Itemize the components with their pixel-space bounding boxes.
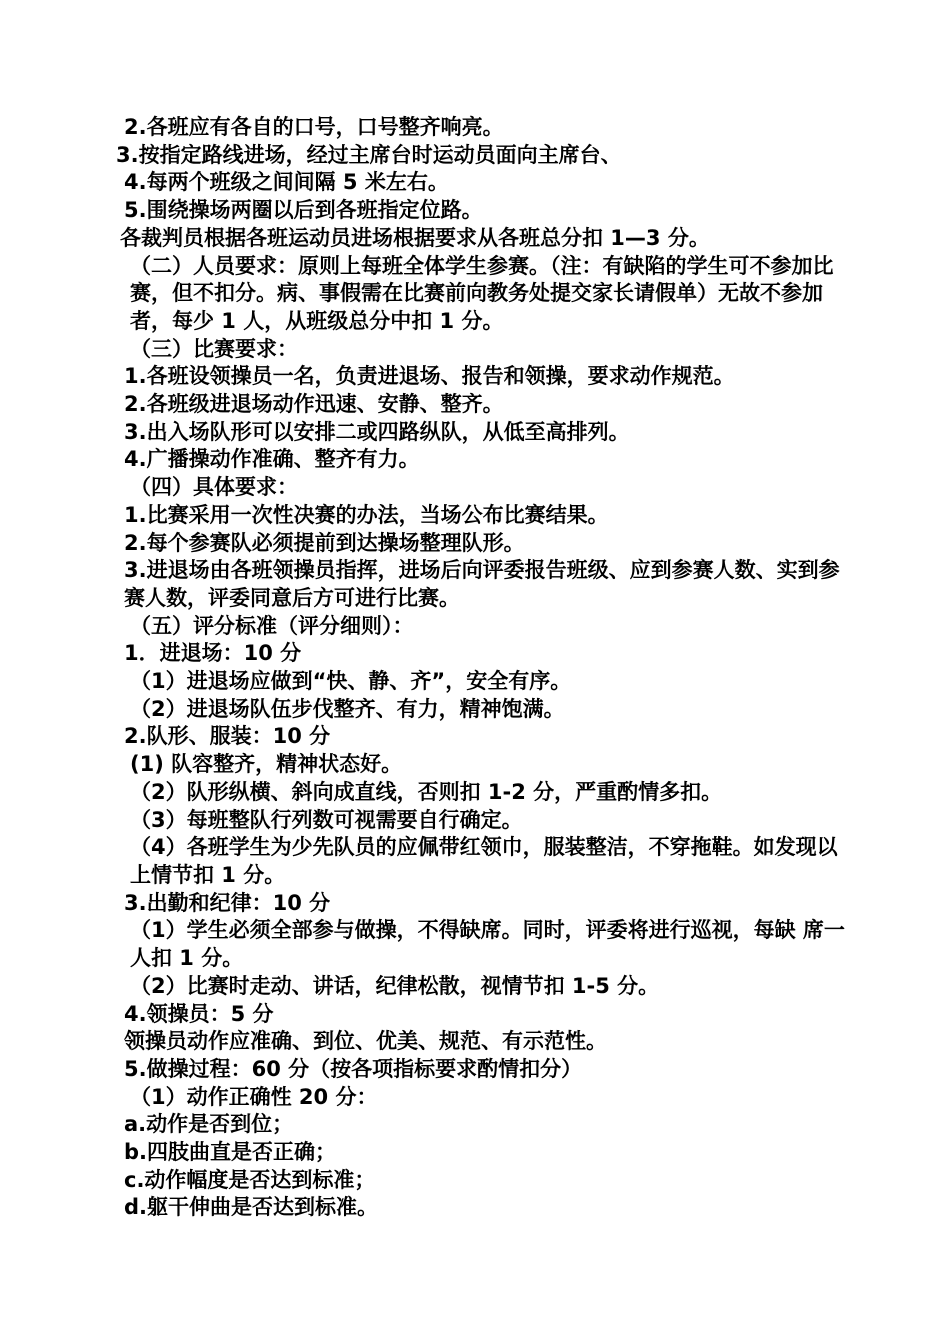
text-paragraph: 3.进退场由各班领操员指挥，进场后向评委报告班级、应到参赛人数、实到参赛人数，评委同意后方可进行比赛。	[124, 558, 840, 610]
text-line: （1）动作正确性 20 分：	[130, 1084, 378, 1109]
text-line: 4.领操员：5 分	[124, 1001, 274, 1026]
text-line: （2）进退场队伍步伐整齐、有力，精神饱满。	[130, 696, 565, 721]
text-line: 1.各班设领操员一名，负责进退场、报告和领操，要求动作规范。	[124, 364, 735, 389]
text-line: 3.出入场队形可以安排二或四路纵队，从低至高排列。	[124, 419, 630, 444]
section-heading: （三）比赛要求：	[130, 336, 298, 361]
text-line: 1.比赛采用一次性决赛的办法，当场公布比赛结果。	[124, 502, 609, 527]
section-heading: （四）具体要求：	[130, 475, 298, 500]
text-line: 3.按指定路线进场，经过主席台时运动员面向主席台、	[116, 142, 622, 167]
text-line: 领操员动作应准确、到位、优美、规范、有示范性。	[124, 1029, 607, 1054]
text-line: （2）队形纵横、斜向成直线，否则扣 1-2 分，严重酌情多扣。	[130, 779, 723, 804]
text-line: （3）每班整队行列数可视需要自行确定。	[130, 807, 523, 832]
text-line: 5.做操过程：60 分（按各项指标要求酌情扣分）	[124, 1056, 583, 1081]
text-line: c.动作幅度是否达到标准；	[124, 1167, 376, 1192]
text-paragraph: （二）人员要求：原则上每班全体学生参赛。（注：有缺陷的学生可不参加比赛，但不扣分。病、事假需在比赛前向教务处提交家长请假单）无故不参加者，每少 1 人，从班级总分中扣 1 分。	[130, 253, 834, 333]
text-line: 4.广播操动作准确、整齐有力。	[124, 447, 420, 472]
text-line: 3.出勤和纪律：10 分	[124, 890, 331, 915]
text-line: 2.队形、服装：10 分	[124, 724, 331, 749]
text-line: 4.每两个班级之间间隔 5 米左右。	[124, 170, 449, 195]
text-paragraph: （1）学生必须全部参与做操，不得缺席。同时，评委将进行巡视，每缺 席一人扣 1 分。	[130, 918, 845, 971]
text-line: 各裁判员根据各班运动员进场根据要求从各班总分扣 1—3 分。	[120, 225, 710, 250]
text-line: a.动作是否到位；	[124, 1112, 294, 1137]
section-heading: （五）评分标准（评分细则）：	[130, 613, 414, 638]
text-line: b.四肢曲直是否正确；	[124, 1140, 337, 1165]
text-line: 1．进退场：10 分	[124, 641, 302, 666]
document-body	[116, 114, 846, 1222]
text-line: 2.各班应有各自的口号，口号整齐响亮。	[124, 115, 504, 139]
text-line: 5.围绕操场两圈以后到各班指定位路。	[124, 198, 483, 223]
text-paragraph: （4）各班学生为少先队员的应佩带红领巾，服装整洁，不穿拖鞋。如发现以上情节扣 1 分。	[130, 835, 838, 887]
text-line: (1) 队容整齐，精神状态好。	[130, 752, 403, 777]
text-line: （2）比赛时走动、讲话，纪律松散，视情节扣 1-5 分。	[130, 973, 660, 998]
text-line: 2.各班级进退场动作迅速、安静、整齐。	[124, 392, 504, 417]
text-line: 2.每个参赛队必须提前到达操场整理队形。	[124, 530, 525, 555]
text-line: d.躯干伸曲是否达到标准。	[124, 1195, 379, 1220]
text-line: （1）进退场应做到“快、静、齐”，安全有序。	[130, 669, 572, 694]
